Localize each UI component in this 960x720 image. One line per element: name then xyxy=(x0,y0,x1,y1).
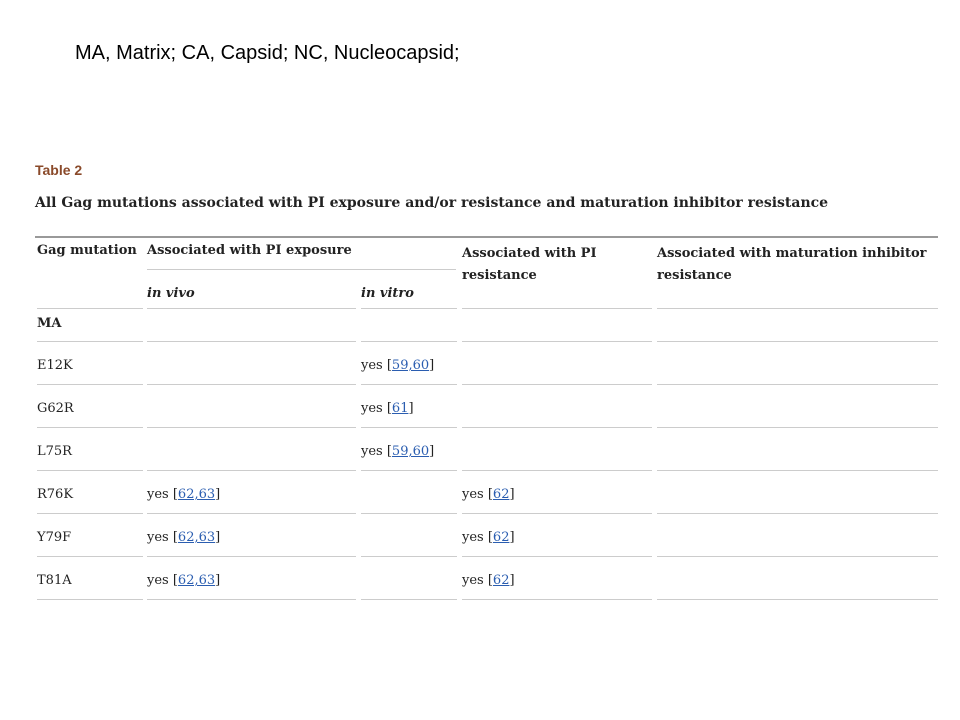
row-divider xyxy=(147,427,356,428)
cell-in-vivo: yes [62,63] xyxy=(147,487,221,502)
row-divider xyxy=(147,341,356,342)
row-divider xyxy=(37,384,143,385)
slide-caption: MA, Matrix; CA, Capsid; NC, Nucleocapsid; xyxy=(75,42,460,64)
cell-mutation: L75R xyxy=(37,444,72,459)
row-divider xyxy=(462,513,652,514)
row-divider xyxy=(361,513,457,514)
header-in-vitro: in vitro xyxy=(361,286,414,301)
table-top-rule xyxy=(35,236,938,238)
header-pi-exposure: Associated with PI exposure xyxy=(147,243,352,258)
header-subdivider xyxy=(147,269,456,270)
section-label-ma: MA xyxy=(37,316,62,331)
row-divider xyxy=(361,341,457,342)
row-divider xyxy=(361,599,457,600)
row-divider xyxy=(657,470,938,471)
row-divider xyxy=(657,384,938,385)
row-divider xyxy=(147,556,356,557)
row-divider xyxy=(361,427,457,428)
row-divider xyxy=(147,384,356,385)
cell-mutation: G62R xyxy=(37,401,74,416)
cell-mutation: R76K xyxy=(37,487,74,502)
header-bottom-divider xyxy=(147,308,356,309)
row-divider xyxy=(361,470,457,471)
header-gag-mutation: Gag mutation xyxy=(37,243,137,258)
row-divider xyxy=(657,513,938,514)
header-bottom-divider xyxy=(657,308,938,309)
cell-in-vivo: yes [62,63] xyxy=(147,573,221,588)
header-mi-resistance: Associated with maturation inhibitor resistance xyxy=(657,246,927,283)
header-bottom-divider xyxy=(361,308,457,309)
row-divider xyxy=(37,427,143,428)
row-divider xyxy=(37,470,143,471)
row-divider xyxy=(37,599,143,600)
row-divider xyxy=(147,513,356,514)
header-bottom-divider xyxy=(37,308,143,309)
row-divider xyxy=(657,556,938,557)
row-divider xyxy=(657,599,938,600)
cell-mutation: Y79F xyxy=(37,530,72,545)
row-divider xyxy=(657,341,938,342)
header-bottom-divider xyxy=(462,308,652,309)
row-divider xyxy=(361,384,457,385)
cell-pi-resistance: yes [62] xyxy=(462,573,515,588)
row-divider xyxy=(462,384,652,385)
row-divider xyxy=(37,341,143,342)
row-divider xyxy=(657,427,938,428)
row-divider xyxy=(462,470,652,471)
row-divider xyxy=(462,427,652,428)
row-divider xyxy=(37,513,143,514)
row-divider xyxy=(147,599,356,600)
table-title: All Gag mutations associated with PI exposure and/or resistance and maturation inhibitor resistance xyxy=(35,195,829,211)
table-label: Table 2 xyxy=(35,162,83,178)
cell-pi-resistance: yes [62] xyxy=(462,487,515,502)
cell-in-vivo: yes [62,63] xyxy=(147,530,221,545)
row-divider xyxy=(147,470,356,471)
cell-in-vitro: yes [59,60] xyxy=(361,358,435,373)
cell-pi-resistance: yes [62] xyxy=(462,530,515,545)
header-pi-resistance: Associated with PI resistance xyxy=(462,246,597,283)
cell-mutation: E12K xyxy=(37,358,73,373)
row-divider xyxy=(361,556,457,557)
cell-mutation: T81A xyxy=(37,573,72,588)
row-divider xyxy=(37,556,143,557)
cell-in-vitro: yes [61] xyxy=(361,401,414,416)
cell-in-vitro: yes [59,60] xyxy=(361,444,435,459)
header-in-vivo: in vivo xyxy=(147,286,195,301)
row-divider xyxy=(462,556,652,557)
row-divider xyxy=(462,599,652,600)
row-divider xyxy=(462,341,652,342)
